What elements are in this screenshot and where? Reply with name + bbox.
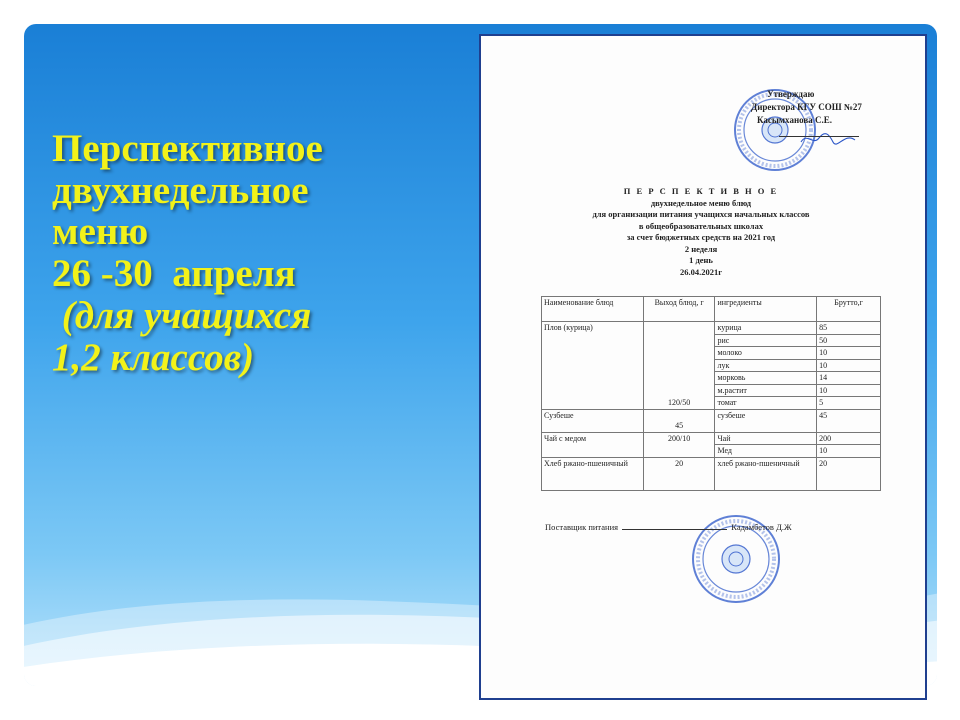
- heading-line: за счет бюджетных средств на 2021 год: [626, 232, 776, 242]
- gross-weight: 10: [817, 359, 881, 372]
- gross-weight: 85: [817, 322, 881, 335]
- approval-line: Утверждаю: [767, 89, 815, 99]
- title-line: 26 -30 апреля: [52, 252, 296, 296]
- heading-line: 1 день: [689, 255, 713, 265]
- table-row: [542, 409, 881, 432]
- gross-weight: 5: [817, 397, 881, 410]
- supplier-name: Кадамбетов Д.Ж: [731, 522, 792, 532]
- heading-line: для организации питания учащихся начальных классов: [592, 209, 810, 219]
- heading-line: 26.04.2021г: [679, 266, 723, 277]
- column-header: ингредиенты: [715, 297, 817, 322]
- title-line: двухнедельное: [52, 168, 309, 212]
- ingredient: сузбеше: [715, 409, 817, 432]
- ingredient: молоко: [715, 347, 817, 360]
- dish-yield: 120/50: [643, 322, 715, 410]
- ingredient: хлеб ржано-пшеничный: [715, 457, 817, 490]
- gross-weight: 50: [817, 334, 881, 347]
- gross-weight: 10: [817, 384, 881, 397]
- approval-line: Директора КГУ СОШ №27: [751, 102, 862, 112]
- gross-weight: 45: [817, 409, 881, 432]
- dish-name: Сузбеше: [542, 409, 644, 432]
- heading-line: двухнедельное меню блюд: [650, 197, 752, 208]
- ingredient: лук: [715, 359, 817, 372]
- ingredient: рис: [715, 334, 817, 347]
- signature-blank: [622, 529, 727, 530]
- scanned-menu-document: [479, 34, 927, 700]
- gross-weight: 10: [817, 445, 881, 458]
- title-line: 1,2 классов): [52, 335, 255, 379]
- signature-line: [779, 134, 859, 137]
- dish-yield: 45: [643, 409, 715, 432]
- column-header: Наименование блюд: [542, 297, 644, 322]
- gross-weight: 14: [817, 372, 881, 385]
- title-line: меню: [52, 210, 149, 254]
- gross-weight: 10: [817, 347, 881, 360]
- approval-block: [717, 88, 927, 127]
- ingredient: томат: [715, 397, 817, 410]
- heading-line: П Е Р С П Е К Т И В Н О Е: [623, 186, 779, 196]
- signature-icon: [799, 130, 859, 148]
- ingredient: м.растит: [715, 384, 817, 397]
- table-header-row: [542, 297, 881, 322]
- supplier-label: Поставщик питания: [545, 522, 619, 532]
- column-header: Выход блюд, г: [643, 297, 715, 322]
- gross-weight: 200: [817, 432, 881, 445]
- dish-name: Хлеб ржано-пшеничный: [542, 457, 644, 490]
- dish-name: Чай с медом: [542, 432, 644, 457]
- approval-line: Касымханова С.Е.: [757, 115, 833, 125]
- ingredient: курица: [715, 322, 817, 335]
- ingredient: морковь: [715, 372, 817, 385]
- dish-name: Плов (курица): [542, 322, 644, 410]
- ingredient: Чай: [715, 432, 817, 445]
- column-header: Брутто,г: [817, 297, 881, 322]
- menu-table: [541, 296, 881, 491]
- table-row: [542, 432, 881, 445]
- title-line: (для учащихся: [52, 293, 312, 337]
- title-line: Перспективное: [52, 127, 323, 170]
- gross-weight: 20: [817, 457, 881, 490]
- document-heading: [501, 186, 901, 278]
- slide-title: [52, 128, 452, 378]
- dish-yield: 200/10: [643, 432, 715, 457]
- table-row: [542, 457, 881, 490]
- supplier-signature-line: [545, 522, 792, 532]
- heading-line: в общеобразовательных школах: [638, 220, 764, 231]
- dish-yield: 20: [643, 457, 715, 490]
- heading-line: 2 неделя: [684, 243, 718, 254]
- ingredient: Мед: [715, 445, 817, 458]
- table-row: [542, 322, 881, 335]
